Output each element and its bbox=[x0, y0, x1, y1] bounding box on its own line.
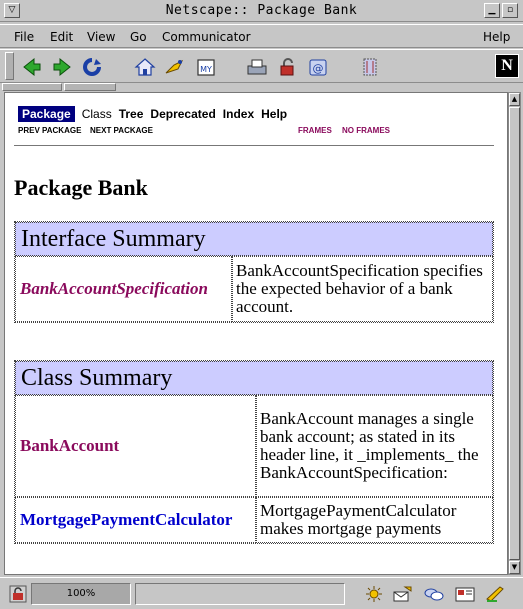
nav-package: Package bbox=[18, 106, 75, 122]
svg-text:@: @ bbox=[312, 62, 324, 75]
svg-text:MY: MY bbox=[200, 65, 212, 74]
toolbar-collapse-bar bbox=[0, 83, 523, 92]
my-netscape-icon[interactable] bbox=[194, 55, 218, 79]
back-icon[interactable] bbox=[20, 55, 44, 79]
class-link-mortgagepaymentcalculator[interactable]: MortgagePaymentCalculator bbox=[20, 510, 233, 529]
toolbar-grip[interactable] bbox=[5, 52, 14, 80]
menu-edit[interactable]: Edit bbox=[50, 30, 74, 44]
vertical-scrollbar[interactable] bbox=[508, 92, 521, 575]
collapse-tab-location[interactable] bbox=[64, 83, 116, 91]
nav-help[interactable]: Help bbox=[261, 107, 288, 121]
frames-link[interactable]: FRAMES bbox=[298, 126, 332, 135]
status-message-panel bbox=[135, 583, 345, 605]
page-title: Package Bank bbox=[14, 175, 148, 200]
scrollbar-thumb[interactable] bbox=[509, 107, 520, 560]
window-title: Netscape:: Package Bank bbox=[165, 3, 358, 18]
description-cell: BankAccount manages a single bank account; as stated in its header line, it _implements_ the BankAccountSpecification: bbox=[256, 395, 493, 497]
shop-icon[interactable] bbox=[306, 55, 330, 79]
nav-tree[interactable]: Tree bbox=[118, 107, 144, 121]
navigation-toolbar bbox=[0, 49, 523, 83]
menu-bar bbox=[0, 24, 523, 48]
table-row bbox=[15, 395, 493, 497]
forward-icon[interactable] bbox=[50, 55, 74, 79]
progress-panel bbox=[31, 583, 131, 605]
maximize-button[interactable]: ▫ bbox=[502, 3, 518, 18]
menu-file[interactable]: File bbox=[14, 30, 35, 44]
title-bar bbox=[0, 0, 523, 22]
table-row bbox=[15, 256, 493, 322]
navigator-icon[interactable] bbox=[364, 584, 384, 604]
nav-index[interactable]: Index bbox=[222, 107, 255, 121]
menu-communicator[interactable]: Communicator bbox=[162, 30, 251, 44]
interface-summary-heading: Interface Summary bbox=[15, 222, 493, 256]
home-icon[interactable] bbox=[133, 55, 157, 79]
edit-page-icon[interactable] bbox=[485, 584, 505, 604]
page-content bbox=[4, 92, 508, 575]
prev-package-link: PREV PACKAGE bbox=[18, 126, 82, 135]
name-cell bbox=[15, 256, 232, 322]
table-row bbox=[15, 497, 493, 543]
progress-text: 100% bbox=[66, 588, 96, 599]
package-navbar bbox=[18, 105, 294, 123]
name-cell bbox=[15, 395, 256, 497]
nav-divider bbox=[14, 145, 494, 146]
class-link-bankaccount[interactable]: BankAccount bbox=[20, 436, 120, 455]
menu-view[interactable]: View bbox=[87, 30, 116, 44]
lock-status-icon[interactable] bbox=[8, 584, 28, 604]
collapse-tab-navigation[interactable] bbox=[2, 83, 62, 91]
stop-icon[interactable] bbox=[358, 55, 382, 79]
discussion-icon[interactable] bbox=[424, 584, 444, 604]
scroll-up-arrow-icon[interactable]: ▲ bbox=[509, 93, 520, 106]
netscape-logo: N bbox=[495, 54, 519, 78]
nav-class: Class bbox=[81, 107, 112, 121]
window-menu-button[interactable]: ▽ bbox=[4, 3, 20, 18]
nav-deprecated[interactable]: Deprecated bbox=[150, 107, 216, 121]
description-cell: MortgagePaymentCalculator makes mortgage payments bbox=[256, 497, 493, 543]
mail-icon[interactable] bbox=[393, 584, 413, 604]
search-icon[interactable] bbox=[163, 55, 187, 79]
menu-go[interactable]: Go bbox=[130, 30, 147, 44]
class-summary-table bbox=[14, 360, 494, 544]
scroll-down-arrow-icon[interactable]: ▼ bbox=[509, 561, 520, 574]
composer-icon[interactable] bbox=[455, 584, 475, 604]
reload-icon[interactable] bbox=[80, 55, 104, 79]
interface-summary-table bbox=[14, 221, 494, 323]
security-icon[interactable] bbox=[276, 55, 300, 79]
next-package-link: NEXT PACKAGE bbox=[90, 126, 153, 135]
status-bar bbox=[0, 577, 523, 609]
class-summary-heading: Class Summary bbox=[15, 361, 493, 395]
print-icon[interactable] bbox=[245, 55, 269, 79]
name-cell bbox=[15, 497, 256, 543]
menu-help[interactable]: Help bbox=[483, 30, 511, 44]
description-cell: BankAccountSpecification specifies the expected behavior of a bank account. bbox=[232, 256, 493, 322]
no-frames-link[interactable]: NO FRAMES bbox=[342, 126, 390, 135]
interface-link-bankaccountspecification[interactable]: BankAccountSpecification bbox=[20, 279, 208, 298]
minimize-button[interactable]: ▁ bbox=[484, 3, 500, 18]
